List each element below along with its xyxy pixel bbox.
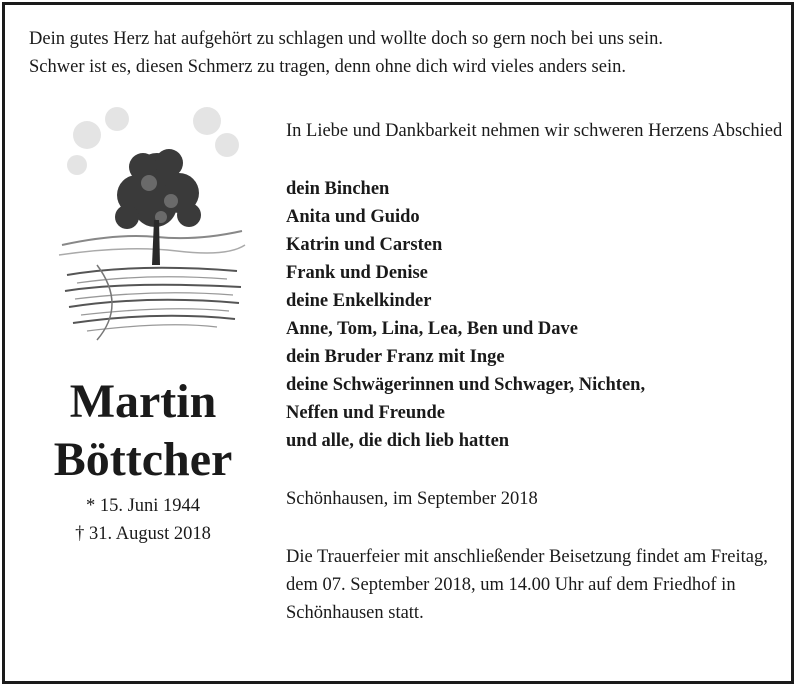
mourner-line: dein Binchen	[286, 179, 390, 199]
verse-line-2: Schwer ist es, diesen Schmerz zu tragen, denn ohne dich wird vieles anders sein.	[29, 57, 626, 77]
mourner-line: und alle, die dich lieb hatten	[286, 431, 510, 451]
mourner-line: deine Enkelkinder	[286, 291, 432, 311]
mourner-line: Anne, Tom, Lina, Lea, Ben und Dave	[286, 319, 578, 339]
tree-illustration-icon	[57, 105, 247, 345]
mourners-list	[286, 175, 786, 455]
mourner-line: Neffen und Freunde	[286, 403, 445, 423]
mourner-line: Anita und Guido	[286, 207, 420, 227]
last-name: Böttcher	[53, 433, 233, 486]
death-date: † 31. August 2018	[75, 524, 211, 544]
mourner-line: deine Schwägerinnen und Schwager, Nichten,	[286, 375, 646, 395]
deceased-name	[23, 373, 263, 489]
life-dates	[23, 492, 263, 548]
birth-date: * 15. Juni 1944	[85, 496, 201, 516]
service-info: Die Trauerfeier mit anschließender Beisetzung findet am Freitag, dem 07. September 2018, um 14.00 Uhr auf dem Friedhof in Schönhausen statt.	[286, 547, 768, 623]
notice-text	[286, 117, 786, 627]
mourner-line: Katrin und Carsten	[286, 235, 443, 255]
obituary-notice	[2, 2, 794, 684]
verse	[29, 25, 779, 81]
first-name: Martin	[69, 375, 217, 428]
verse-line-1: Dein gutes Herz hat aufgehört zu schlagen und wollte doch so gern noch bei uns sein.	[29, 29, 663, 49]
mourner-line: dein Bruder Franz mit Inge	[286, 347, 505, 367]
intro-text: In Liebe und Dankbarkeit nehmen wir schweren Herzens Abschied	[286, 121, 783, 141]
mourner-line: Frank und Denise	[286, 263, 428, 283]
place-date: Schönhausen, im September 2018	[286, 489, 538, 509]
